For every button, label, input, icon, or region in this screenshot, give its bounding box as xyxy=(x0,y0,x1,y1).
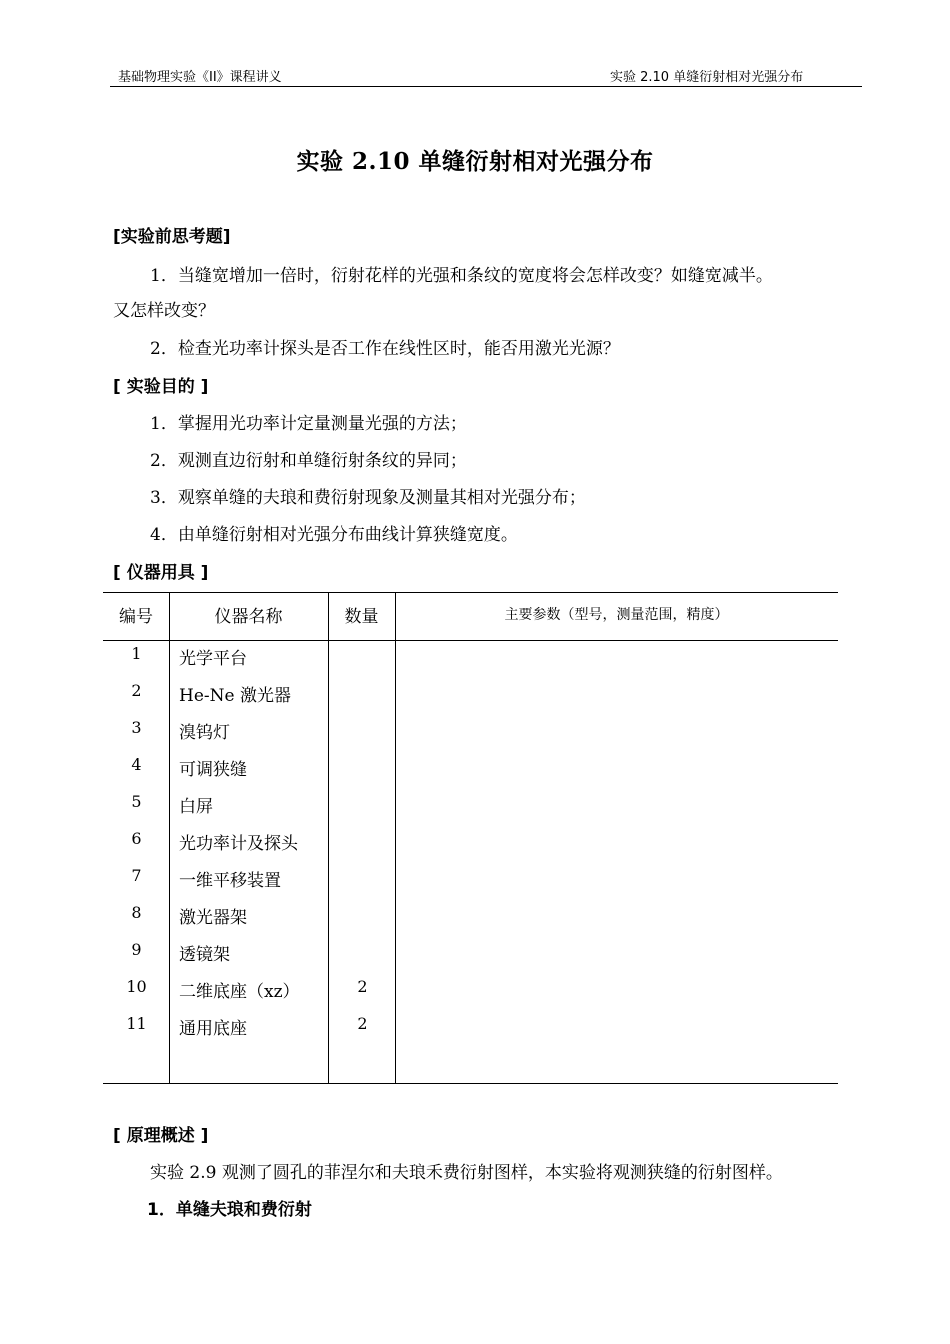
page-title: 实验 2.10 单缝衍射相对光强分布 xyxy=(296,148,654,175)
row-qty: 2 xyxy=(357,1014,368,1033)
question-2: 2．检查光功率计探头是否工作在线性区时，能否用激光光源？ xyxy=(150,339,620,359)
table-row xyxy=(103,866,838,903)
table-row xyxy=(103,829,838,866)
row-no: 6 xyxy=(131,829,142,848)
page-header-right: 实验 2.10 单缝衍射相对光强分布 xyxy=(610,70,804,85)
pre-questions-heading: [实验前思考题] xyxy=(113,227,231,247)
row-no: 2 xyxy=(131,681,142,700)
row-name: 一维平移装置 xyxy=(179,871,281,891)
row-no: 4 xyxy=(131,755,142,774)
table-header-rule xyxy=(103,640,838,641)
row-name: 光学平台 xyxy=(179,649,247,669)
objective-item: 2．观测直边衍射和单缝衍射条纹的异同； xyxy=(150,451,467,471)
principle-intro: 实验 2.9 观测了圆孔的菲涅尔和夫琅禾费衍射图样，本实验将观测狭缝的衍射图样。 xyxy=(150,1163,783,1183)
objective-item: 3．观察单缝的夫琅和费衍射现象及测量其相对光强分布； xyxy=(150,488,586,508)
table-row xyxy=(103,644,838,681)
principle-heading: [ 原理概述 ] xyxy=(113,1126,209,1146)
page-header-left: 基础物理实验《II》课程讲义 xyxy=(118,70,282,85)
table-row xyxy=(103,940,838,977)
objective-item: 1．掌握用光功率计定量测量光强的方法； xyxy=(150,414,467,434)
table-bottom-rule xyxy=(103,1083,838,1084)
row-name: 可调狭缝 xyxy=(179,760,247,780)
header-rule xyxy=(110,86,862,87)
row-name: 白屏 xyxy=(179,797,213,817)
row-name: 二维底座（xz） xyxy=(179,982,300,1002)
row-name: 光功率计及探头 xyxy=(179,834,298,854)
objectives-heading: [ 实验目的 ] xyxy=(113,377,209,397)
principle-subheading: 1．单缝夫琅和费衍射 xyxy=(147,1200,312,1220)
table-top-rule xyxy=(103,592,838,593)
row-no: 3 xyxy=(131,718,142,737)
instruments-table xyxy=(103,592,838,1084)
table-row xyxy=(103,903,838,940)
row-name: He-Ne 激光器 xyxy=(179,686,291,706)
question-1-line-2: 又怎样改变？ xyxy=(113,301,215,321)
row-no: 9 xyxy=(131,940,142,959)
table-row xyxy=(103,718,838,755)
instruments-heading: [ 仪器用具 ] xyxy=(113,563,209,583)
table-row xyxy=(103,1014,838,1051)
row-no: 5 xyxy=(131,792,142,811)
objective-item: 4．由单缝衍射相对光强分布曲线计算狭缝宽度。 xyxy=(150,525,518,545)
table-row xyxy=(103,792,838,829)
row-no: 8 xyxy=(131,903,142,922)
column-header-name: 仪器名称 xyxy=(214,607,283,627)
table-row xyxy=(103,755,838,792)
column-header-no: 编号 xyxy=(119,607,153,627)
row-no: 1 xyxy=(131,644,142,663)
row-name: 激光器架 xyxy=(179,908,247,928)
column-header-params: 主要参数（型号，测量范围，精度） xyxy=(504,607,729,623)
column-header-qty: 数量 xyxy=(344,607,379,627)
table-row xyxy=(103,977,838,1014)
row-name: 溴钨灯 xyxy=(179,723,230,743)
table-row xyxy=(103,681,838,718)
row-no: 10 xyxy=(126,977,147,996)
row-name: 透镜架 xyxy=(179,945,230,965)
question-1-line-1: 1．当缝宽增加一倍时，衍射花样的光强和条纹的宽度将会怎样改变？如缝宽减半。 xyxy=(150,266,773,286)
row-qty: 2 xyxy=(357,977,368,996)
row-no: 7 xyxy=(131,866,142,885)
row-name: 通用底座 xyxy=(179,1019,247,1039)
row-no: 11 xyxy=(126,1014,147,1033)
